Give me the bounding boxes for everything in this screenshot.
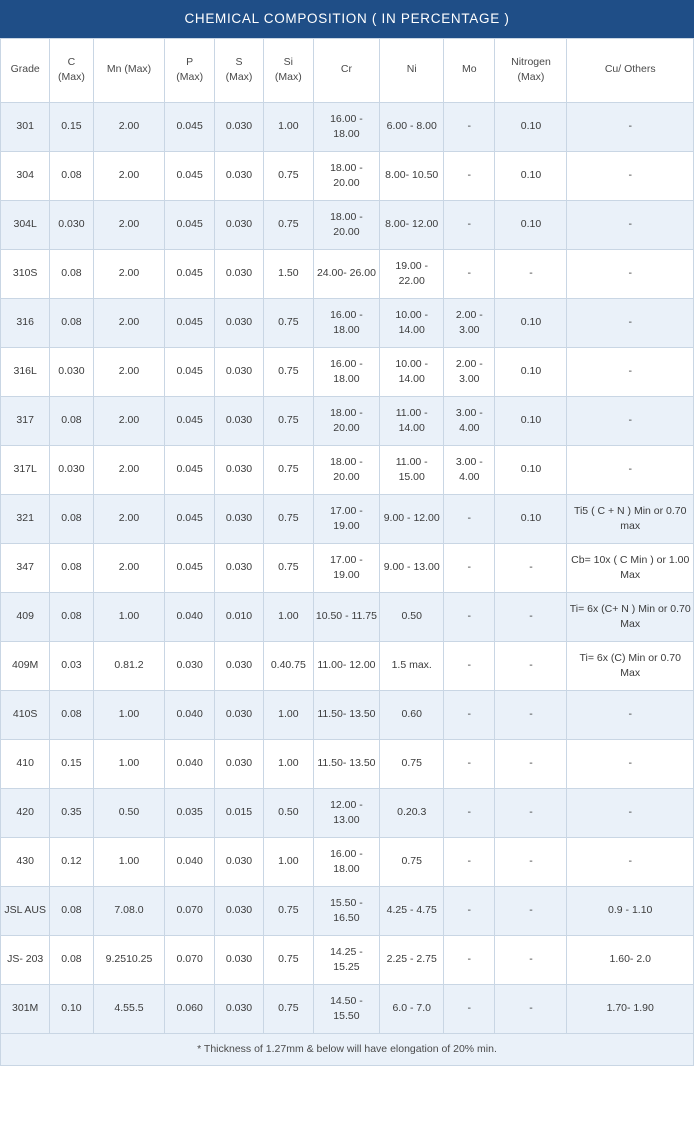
header-line2: (Max) <box>58 71 85 83</box>
table-cell: 1.00 <box>264 740 313 789</box>
table-cell: 0.75 <box>264 936 313 985</box>
table-cell: 0.040 <box>165 838 214 887</box>
table-cell: 18.00 - 20.00 <box>313 446 380 495</box>
table-cell: 0.50 <box>264 789 313 838</box>
cell-grade: 317 <box>1 397 50 446</box>
table-cell: - <box>495 593 567 642</box>
table-cell: - <box>444 544 495 593</box>
chemical-composition-table <box>0 38 694 1034</box>
table-cell: 0.030 <box>214 936 263 985</box>
table-cell: 0.9 - 1.10 <box>567 887 694 936</box>
table-row <box>1 642 694 691</box>
table-cell: 0.040 <box>165 740 214 789</box>
cell-grade: JS- 203 <box>1 936 50 985</box>
cell-grade: 316L <box>1 348 50 397</box>
table-cell: 0.030 <box>214 103 263 152</box>
table-cell: 0.35 <box>50 789 93 838</box>
table-cell: 4.25 - 4.75 <box>380 887 444 936</box>
table-cell: 0.030 <box>214 544 263 593</box>
header-line2: (Max) <box>225 71 253 83</box>
table-cell: - <box>444 103 495 152</box>
column-header-ni <box>380 39 444 103</box>
table-cell: - <box>444 740 495 789</box>
cell-grade: 409M <box>1 642 50 691</box>
table-row <box>1 691 694 740</box>
table-cell: - <box>567 152 694 201</box>
table-cell: 0.08 <box>50 593 93 642</box>
table-cell: 0.10 <box>495 103 567 152</box>
table-cell: - <box>567 740 694 789</box>
table-cell: 0.75 <box>264 397 313 446</box>
table-row <box>1 201 694 250</box>
table-cell: 0.75 <box>264 152 313 201</box>
table-cell: 0.08 <box>50 887 93 936</box>
column-header-grade <box>1 39 50 103</box>
column-header-s <box>214 39 263 103</box>
cell-grade: 347 <box>1 544 50 593</box>
table-cell: 0.030 <box>214 691 263 740</box>
table-cell: - <box>495 789 567 838</box>
table-cell: - <box>495 887 567 936</box>
column-header-mo <box>444 39 495 103</box>
table-cell: 10.00 - 14.00 <box>380 299 444 348</box>
header-line1: C <box>67 55 76 68</box>
table-cell: - <box>444 593 495 642</box>
table-cell: - <box>567 789 694 838</box>
table-cell: Ti= 6x (C+ N ) Min or 0.70 Max <box>567 593 694 642</box>
table-row <box>1 299 694 348</box>
table-cell: 0.045 <box>165 250 214 299</box>
table-cell: 0.045 <box>165 152 214 201</box>
table-row <box>1 740 694 789</box>
table-cell: 2.00 <box>93 544 165 593</box>
table-cell: 0.030 <box>214 201 263 250</box>
table-row <box>1 103 694 152</box>
table-cell: 0.08 <box>50 152 93 201</box>
table-row <box>1 495 694 544</box>
table-cell: 0.070 <box>165 936 214 985</box>
column-header-p <box>165 39 214 103</box>
table-cell: 11.50- 13.50 <box>313 740 380 789</box>
cell-grade: 409 <box>1 593 50 642</box>
table-cell: 18.00 - 20.00 <box>313 397 380 446</box>
table-cell: 0.030 <box>214 250 263 299</box>
table-cell: 1.00 <box>264 838 313 887</box>
table-row <box>1 397 694 446</box>
table-cell: 0.75 <box>264 446 313 495</box>
header-line1: Grade <box>10 63 40 76</box>
table-cell: 19.00 - 22.00 <box>380 250 444 299</box>
table-cell: 16.00 - 18.00 <box>313 838 380 887</box>
table-cell: 0.08 <box>50 299 93 348</box>
table-row <box>1 593 694 642</box>
cell-grade: 301 <box>1 103 50 152</box>
table-cell: 11.00 - 15.00 <box>380 446 444 495</box>
table-cell: 0.81.2 <box>93 642 165 691</box>
table-cell: 0.08 <box>50 397 93 446</box>
table-cell: - <box>495 936 567 985</box>
header-line1: S <box>235 55 243 68</box>
column-header-si <box>264 39 313 103</box>
table-cell: 2.00 <box>93 495 165 544</box>
table-cell: 2.00 - 3.00 <box>444 348 495 397</box>
table-header <box>1 39 694 103</box>
table-cell: 0.15 <box>50 740 93 789</box>
table-cell: 2.00 <box>93 397 165 446</box>
table-cell: 0.030 <box>214 740 263 789</box>
table-cell: 1.00 <box>264 593 313 642</box>
table-cell: 1.00 <box>93 838 165 887</box>
table-cell: - <box>567 446 694 495</box>
table-cell: - <box>495 642 567 691</box>
table-body <box>1 103 694 1034</box>
header-line1: Cr <box>340 63 352 76</box>
header-line1: Ni <box>406 63 417 76</box>
table-cell: 0.030 <box>214 446 263 495</box>
table-cell: 2.00 <box>93 201 165 250</box>
table-cell: 0.030 <box>50 348 93 397</box>
cell-grade: 410 <box>1 740 50 789</box>
table-cell: 0.75 <box>264 348 313 397</box>
cell-grade: 310S <box>1 250 50 299</box>
table-cell: 0.50 <box>380 593 444 642</box>
table-cell: 11.00 - 14.00 <box>380 397 444 446</box>
table-row <box>1 985 694 1034</box>
table-row <box>1 789 694 838</box>
table-cell: - <box>444 789 495 838</box>
table-cell: - <box>567 103 694 152</box>
header-line2: (Max) <box>517 71 545 83</box>
table-cell: - <box>444 985 495 1034</box>
table-cell: Ti= 6x (C) Min or 0.70 Max <box>567 642 694 691</box>
column-header-c <box>50 39 93 103</box>
table-cell: 6.0 - 7.0 <box>380 985 444 1034</box>
table-cell: 0.045 <box>165 103 214 152</box>
table-cell: 10.50 - 11.75 <box>313 593 380 642</box>
column-header-cr <box>313 39 380 103</box>
table-cell: 2.00 <box>93 250 165 299</box>
table-cell: 0.50 <box>93 789 165 838</box>
table-cell: 0.08 <box>50 936 93 985</box>
table-cell: 0.030 <box>214 642 263 691</box>
table-cell: 4.55.5 <box>93 985 165 1034</box>
table-cell: 0.10 <box>495 201 567 250</box>
table-cell: - <box>444 201 495 250</box>
table-cell: 8.00- 10.50 <box>380 152 444 201</box>
table-cell: 0.10 <box>495 348 567 397</box>
table-cell: 7.08.0 <box>93 887 165 936</box>
table-cell: 0.08 <box>50 250 93 299</box>
cell-grade: 410S <box>1 691 50 740</box>
table-cell: - <box>567 691 694 740</box>
table-cell: - <box>567 397 694 446</box>
table-row <box>1 152 694 201</box>
cell-grade: 316 <box>1 299 50 348</box>
table-cell: 0.015 <box>214 789 263 838</box>
cell-grade: 304 <box>1 152 50 201</box>
table-cell: 0.070 <box>165 887 214 936</box>
table-cell: 0.20.3 <box>380 789 444 838</box>
table-cell: 0.10 <box>495 152 567 201</box>
table-cell: 0.030 <box>50 201 93 250</box>
table-row <box>1 250 694 299</box>
table-cell: 0.08 <box>50 544 93 593</box>
table-cell: 17.00 - 19.00 <box>313 495 380 544</box>
table-cell: 1.00 <box>93 593 165 642</box>
table-cell: 0.030 <box>214 985 263 1034</box>
table-cell: 0.12 <box>50 838 93 887</box>
table-cell: 0.75 <box>380 838 444 887</box>
table-cell: 0.030 <box>214 299 263 348</box>
table-cell: 11.00- 12.00 <box>313 642 380 691</box>
cell-grade: 420 <box>1 789 50 838</box>
table-cell: 0.030 <box>50 446 93 495</box>
table-cell: 0.10 <box>495 397 567 446</box>
header-line1: Nitrogen <box>511 55 551 68</box>
table-cell: 0.030 <box>165 642 214 691</box>
cell-grade: 301M <box>1 985 50 1034</box>
table-cell: - <box>567 201 694 250</box>
table-cell: 0.030 <box>214 495 263 544</box>
table-cell: 24.00- 26.00 <box>313 250 380 299</box>
table-cell: - <box>495 691 567 740</box>
header-line1: Cu/ Others <box>604 63 656 76</box>
cell-grade: 321 <box>1 495 50 544</box>
table-cell: 1.5 max. <box>380 642 444 691</box>
table-cell: Cb= 10x ( C Min ) or 1.00 Max <box>567 544 694 593</box>
header-line2: (Max) <box>274 71 302 83</box>
table-cell: 1.60- 2.0 <box>567 936 694 985</box>
table-cell: 0.045 <box>165 544 214 593</box>
table-cell: 0.10 <box>495 446 567 495</box>
table-cell: 16.00 - 18.00 <box>313 103 380 152</box>
header-line1: Mo <box>461 63 477 76</box>
table-cell: - <box>444 642 495 691</box>
table-cell: 1.00 <box>93 691 165 740</box>
table-row <box>1 838 694 887</box>
table-cell: - <box>495 544 567 593</box>
table-cell: - <box>444 936 495 985</box>
table-cell: 2.00 - 3.00 <box>444 299 495 348</box>
table-cell: 0.045 <box>165 299 214 348</box>
table-cell: - <box>444 887 495 936</box>
table-cell: 0.75 <box>264 544 313 593</box>
table-cell: 0.045 <box>165 446 214 495</box>
table-cell: 0.035 <box>165 789 214 838</box>
table-cell: - <box>567 250 694 299</box>
table-cell: 0.60 <box>380 691 444 740</box>
header-line2: (Max) <box>176 71 204 83</box>
table-cell: 0.045 <box>165 495 214 544</box>
table-row <box>1 446 694 495</box>
table-cell: 0.045 <box>165 348 214 397</box>
header-line1: Si <box>283 55 294 68</box>
table-cell: 0.10 <box>50 985 93 1034</box>
table-cell: 10.00 - 14.00 <box>380 348 444 397</box>
table-cell: 0.10 <box>495 495 567 544</box>
table-cell: - <box>444 495 495 544</box>
table-cell: 1.00 <box>264 103 313 152</box>
table-cell: 0.10 <box>495 299 567 348</box>
table-cell: 0.060 <box>165 985 214 1034</box>
table-cell: 2.00 <box>93 348 165 397</box>
table-cell: - <box>495 250 567 299</box>
table-cell: 8.00- 12.00 <box>380 201 444 250</box>
table-cell: 0.030 <box>214 397 263 446</box>
table-cell: 0.030 <box>214 887 263 936</box>
table-row <box>1 544 694 593</box>
table-cell: - <box>567 299 694 348</box>
table-cell: 16.00 - 18.00 <box>313 348 380 397</box>
table-cell: Ti5 ( C + N ) Min or 0.70 max <box>567 495 694 544</box>
table-cell: 15.50 - 16.50 <box>313 887 380 936</box>
table-cell: 9.2510.25 <box>93 936 165 985</box>
table-cell: 3.00 - 4.00 <box>444 446 495 495</box>
column-header-cu-others <box>567 39 694 103</box>
table-cell: 0.040 <box>165 593 214 642</box>
table-cell: 18.00 - 20.00 <box>313 201 380 250</box>
table-cell: 2.00 <box>93 152 165 201</box>
header-line1: Mn (Max) <box>106 63 152 76</box>
table-cell: 1.50 <box>264 250 313 299</box>
table-cell: 0.03 <box>50 642 93 691</box>
table-cell: 14.50 - 15.50 <box>313 985 380 1034</box>
table-cell: 12.00 - 13.00 <box>313 789 380 838</box>
cell-grade: 317L <box>1 446 50 495</box>
cell-grade: 304L <box>1 201 50 250</box>
table-cell: - <box>495 740 567 789</box>
table-cell: 9.00 - 13.00 <box>380 544 444 593</box>
table-cell: 0.030 <box>214 838 263 887</box>
table-cell: 6.00 - 8.00 <box>380 103 444 152</box>
table-cell: 0.75 <box>264 299 313 348</box>
table-cell: 16.00 - 18.00 <box>313 299 380 348</box>
header-line1: P <box>186 55 194 68</box>
table-cell: 0.75 <box>264 201 313 250</box>
table-cell: 0.030 <box>214 348 263 397</box>
table-cell: 0.40.75 <box>264 642 313 691</box>
table-cell: 1.00 <box>264 691 313 740</box>
table-cell: 0.75 <box>264 985 313 1034</box>
table-cell: - <box>444 250 495 299</box>
table-cell: 1.70- 1.90 <box>567 985 694 1034</box>
column-header-mn <box>93 39 165 103</box>
table-cell: - <box>567 348 694 397</box>
table-cell: - <box>567 838 694 887</box>
table-cell: 0.75 <box>264 887 313 936</box>
table-cell: 0.75 <box>264 495 313 544</box>
table-footnote: * Thickness of 1.27mm & below will have elongation of 20% min. <box>0 1034 694 1066</box>
table-row <box>1 936 694 985</box>
table-cell: 0.045 <box>165 201 214 250</box>
table-cell: 3.00 - 4.00 <box>444 397 495 446</box>
table-cell: 0.08 <box>50 691 93 740</box>
header-row <box>1 39 694 103</box>
table-cell: 0.15 <box>50 103 93 152</box>
cell-grade: 430 <box>1 838 50 887</box>
table-cell: 0.010 <box>214 593 263 642</box>
page-title: CHEMICAL COMPOSITION ( IN PERCENTAGE ) <box>0 0 694 38</box>
table-cell: - <box>444 691 495 740</box>
table-cell: 2.25 - 2.75 <box>380 936 444 985</box>
table-cell: 11.50- 13.50 <box>313 691 380 740</box>
table-cell: 17.00 - 19.00 <box>313 544 380 593</box>
table-cell: 1.00 <box>93 740 165 789</box>
table-cell: 2.00 <box>93 446 165 495</box>
table-cell: - <box>495 838 567 887</box>
column-header-nitrogen <box>495 39 567 103</box>
cell-grade: JSL AUS <box>1 887 50 936</box>
table-cell: 2.00 <box>93 103 165 152</box>
table-cell: 14.25 - 15.25 <box>313 936 380 985</box>
table-cell: - <box>495 985 567 1034</box>
table-cell: 18.00 - 20.00 <box>313 152 380 201</box>
table-cell: 0.08 <box>50 495 93 544</box>
table-cell: 0.030 <box>214 152 263 201</box>
table-cell: - <box>444 838 495 887</box>
table-cell: 0.75 <box>380 740 444 789</box>
table-row <box>1 348 694 397</box>
table-cell: 0.045 <box>165 397 214 446</box>
table-cell: 2.00 <box>93 299 165 348</box>
table-cell: 0.040 <box>165 691 214 740</box>
table-row <box>1 887 694 936</box>
table-cell: - <box>444 152 495 201</box>
table-cell: 9.00 - 12.00 <box>380 495 444 544</box>
